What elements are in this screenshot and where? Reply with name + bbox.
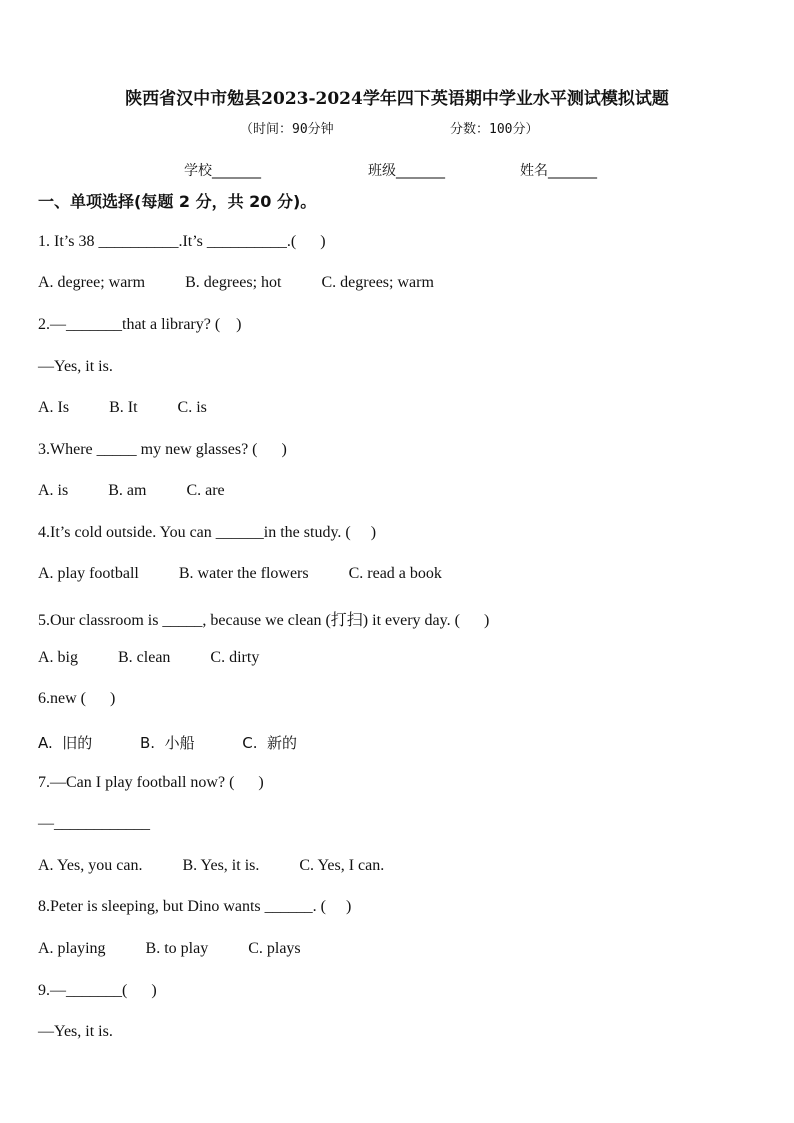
question-2-answer-line: —Yes, it is. (38, 358, 113, 375)
question-9: 9.—_______( ) (38, 982, 157, 999)
question-8-options: A. playing B. to play C. plays (38, 940, 301, 957)
class-field: 班级_______ (368, 163, 445, 179)
question-9-answer-line: —Yes, it is. (38, 1023, 113, 1040)
question-4: 4.It’s cold outside. You can ______in the study. ( ) (38, 524, 377, 541)
question-6-options: A. 旧的 B. 小船 C. 新的 (38, 734, 298, 752)
question-1: 1. It’s 38 __________.It’s __________.( ) (38, 233, 326, 250)
section-heading: 一、单项选择(每题 2 分，共 20 分)。 (38, 192, 317, 211)
exam-time: （时间：90分钟 (240, 122, 334, 137)
question-7-options: A. Yes, you can. B. Yes, it is. C. Yes, I can. (38, 857, 385, 874)
question-2-options: A. Is B. It C. is (38, 399, 207, 416)
name-field: 姓名_______ (520, 163, 597, 179)
question-7-answer-line: —____________ (38, 815, 150, 832)
question-7: 7.—Can I play football now? ( ) (38, 774, 264, 791)
question-1-options: A. degree; warm B. degrees; hot C. degrees; warm (38, 274, 434, 291)
page-title: 陕西省汉中市勉县2023-2024学年四下英语期中学业水平测试模拟试题 (125, 89, 669, 109)
question-2: 2.—_______that a library? ( ) (38, 316, 242, 333)
question-3: 3.Where _____ my new glasses? ( ) (38, 441, 287, 458)
question-6: 6.new ( ) (38, 690, 116, 707)
question-5-options: A. big B. clean C. dirty (38, 649, 260, 666)
school-field: 学校_______ (184, 163, 261, 179)
question-8: 8.Peter is sleeping, but Dino wants ______. ( ) (38, 898, 352, 915)
exam-score: 分数：100分） (450, 122, 539, 137)
question-5: 5.Our classroom is _____, because we clean (打扫) it every day. ( ) (38, 612, 490, 629)
question-3-options: A. is B. am C. are (38, 482, 225, 499)
question-4-options: A. play football B. water the flowers C. read a book (38, 565, 442, 582)
